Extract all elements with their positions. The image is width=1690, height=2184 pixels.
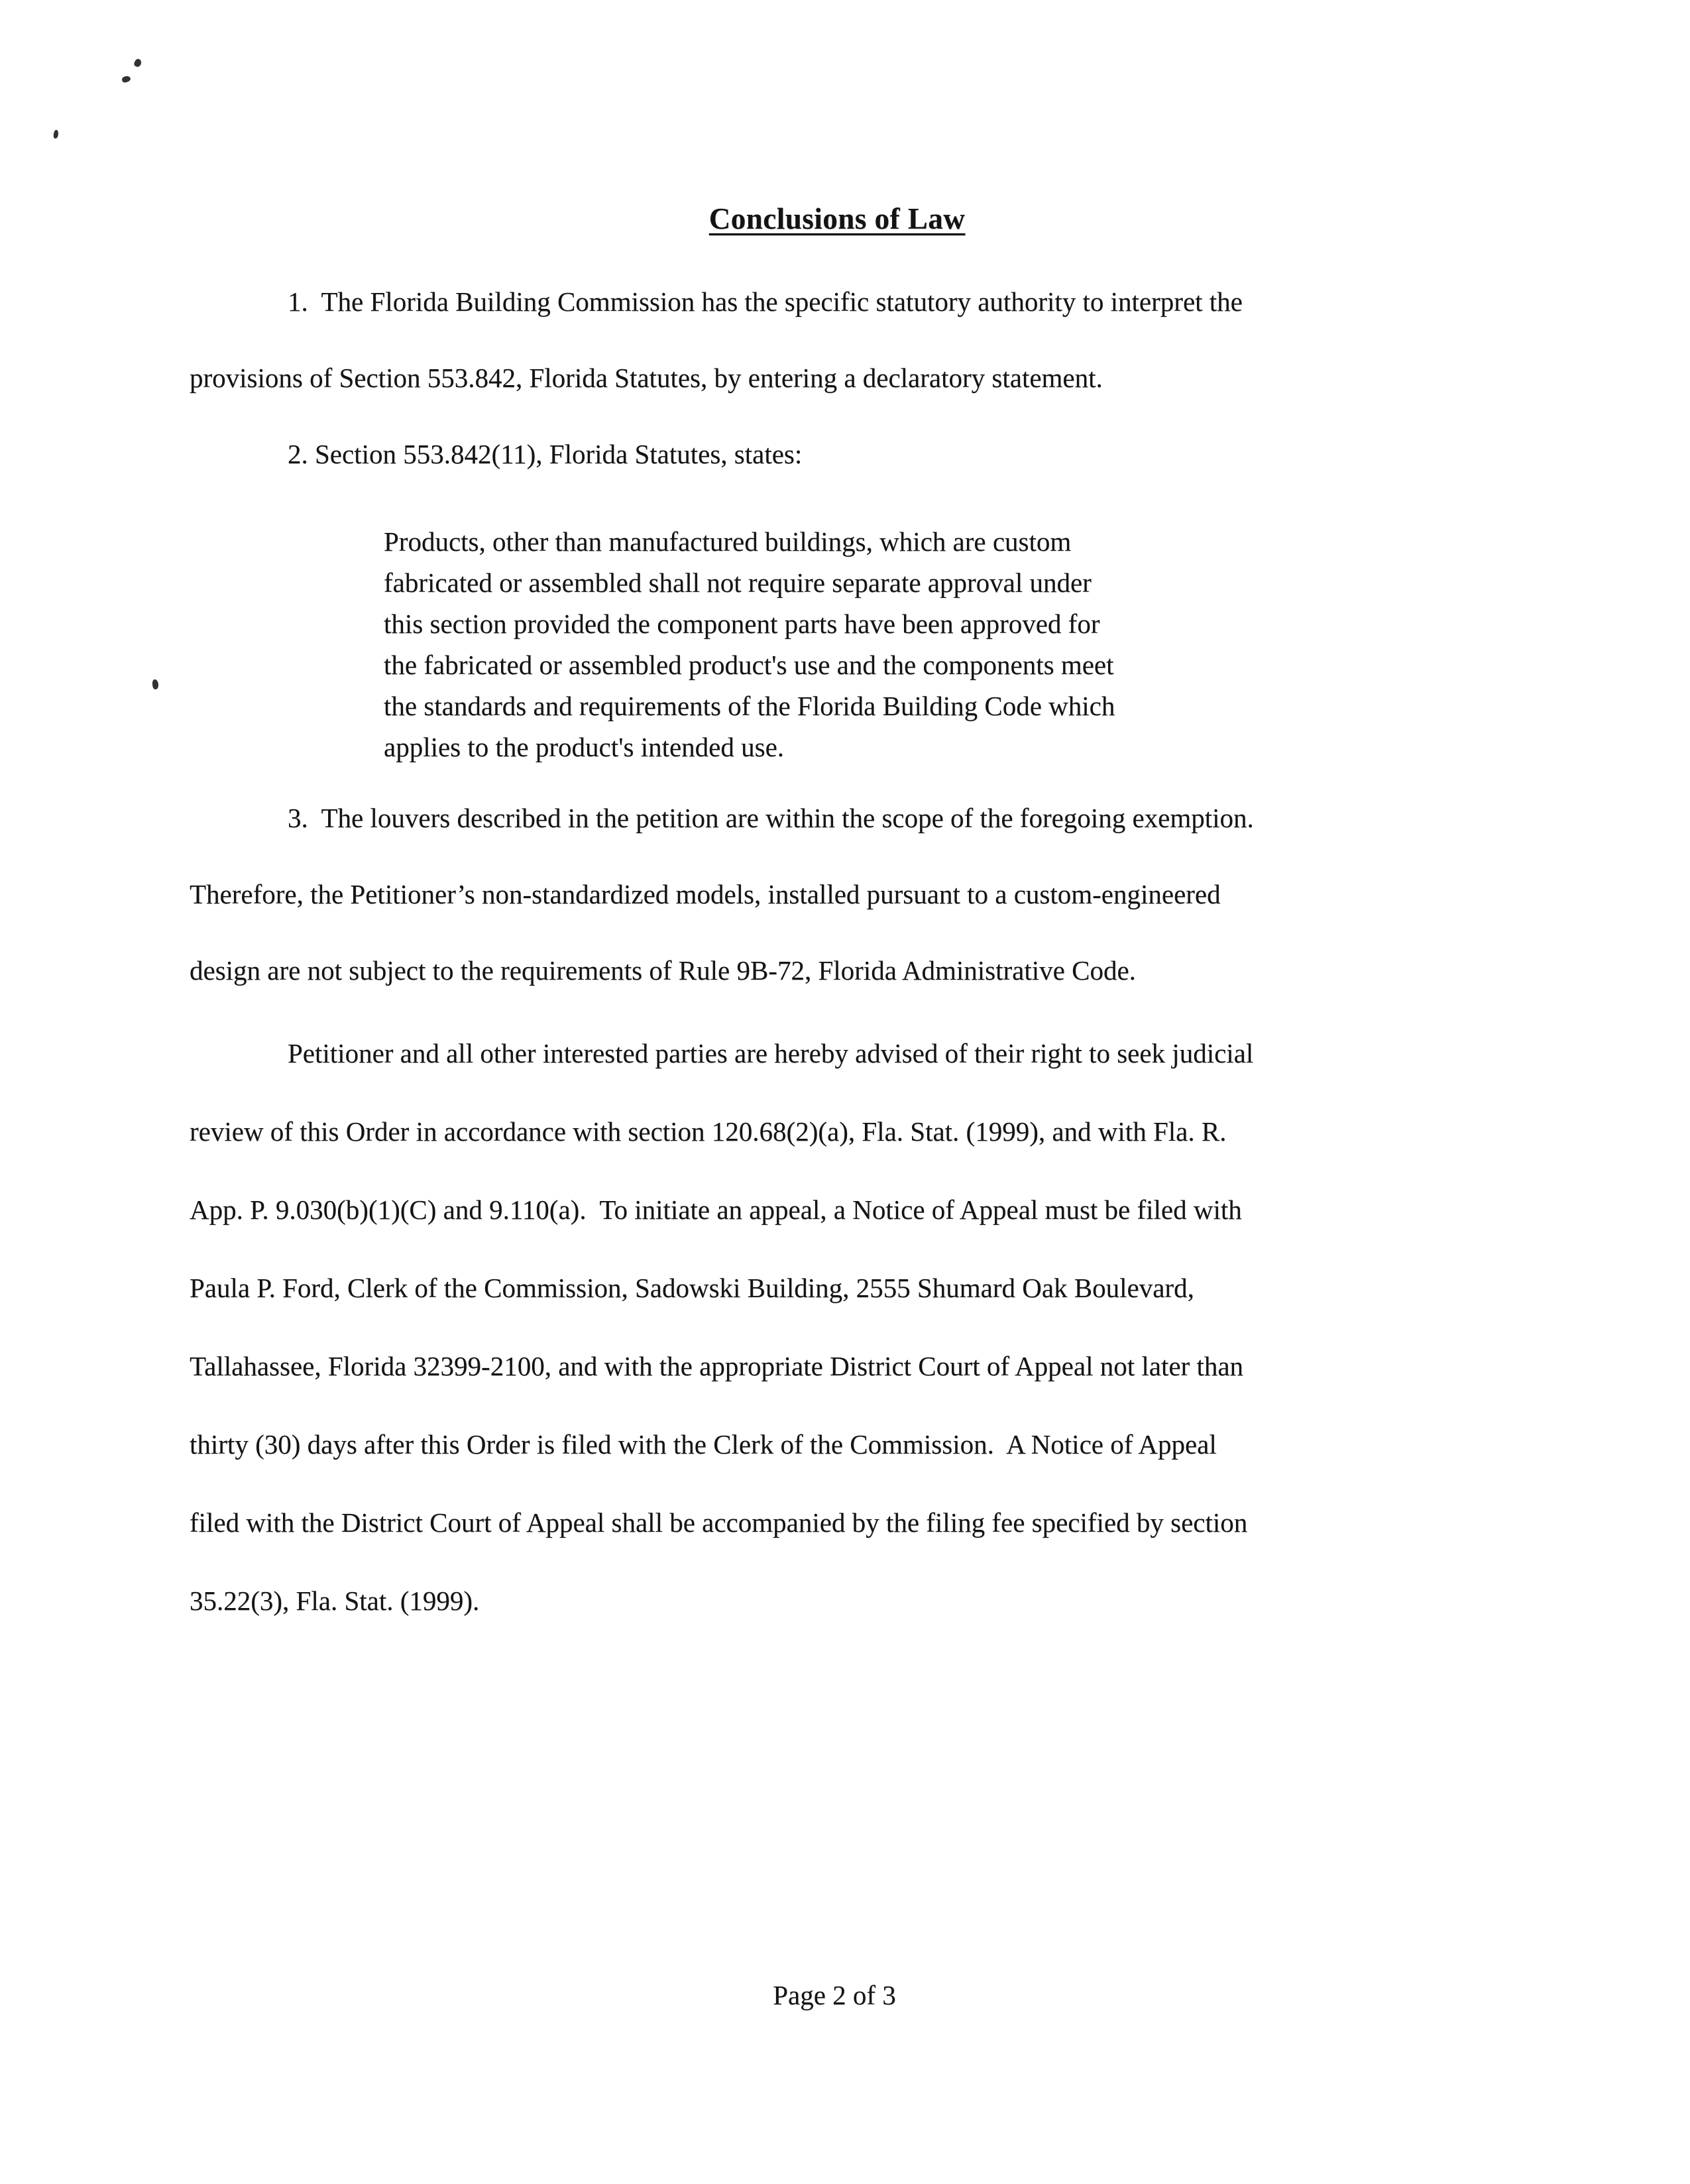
quote-line: this section provided the component parts have been approved for: [384, 608, 1100, 639]
document-body: [190, 285, 1522, 1662]
text-line: Petitioner and all other interested parties are hereby advised of their right to seek judicial: [288, 1038, 1254, 1068]
scan-speck: [152, 679, 159, 690]
text-line: review of this Order in accordance with section 120.68(2)(a), Fla. Stat. (1999), and with Fla. R.: [190, 1116, 1227, 1147]
text-line: App. P. 9.030(b)(1)(C) and 9.110(a). To initiate an appeal, a Notice of Appeal must be filed with: [190, 1194, 1242, 1225]
text-line: 35.22(3), Fla. Stat. (1999).: [190, 1585, 480, 1616]
scan-speck: [121, 75, 131, 83]
text-line: 1. The Florida Building Commission has the specific statutory authority to interpret the: [288, 286, 1243, 317]
text-line: filed with the District Court of Appeal shall be accompanied by the filing fee specified by section: [190, 1507, 1248, 1538]
text-line: Therefore, the Petitioner’s non-standardized models, installed pursuant to a custom-engineered: [190, 879, 1221, 909]
text-line: 3. The louvers described in the petition are within the scope of the foregoing exemption.: [288, 803, 1254, 833]
text-line: provisions of Section 553.842, Florida Statutes, by entering a declaratory statement.: [190, 363, 1103, 393]
paragraph-2: [190, 437, 1522, 514]
quote-line: the fabricated or assembled product's use and the components meet: [384, 650, 1114, 680]
text-line: thirty (30) days after this Order is filed with the Clerk of the Commission. A Notice of Appeal: [190, 1429, 1217, 1460]
paragraph-3: [190, 801, 1522, 1030]
text-line: 2. Section 553.842(11), Florida Statutes, states:: [288, 439, 803, 469]
block-quote: [384, 524, 1522, 771]
document-title-text: Conclusions of Law: [708, 202, 966, 235]
quote-line: fabricated or assembled shall not require separate approval under: [384, 567, 1092, 598]
document-title: [0, 201, 1682, 236]
quote-line: the standards and requirements of the Florida Building Code which: [384, 691, 1115, 721]
paragraph-1: [190, 285, 1522, 437]
page-number: Page 2 of 3: [773, 1980, 896, 2010]
quote-line: applies to the product's intended use.: [384, 732, 785, 762]
paragraph-4: [190, 1037, 1522, 1662]
text-line: Tallahassee, Florida 32399-2100, and with the appropriate District Court of Appeal not later than: [190, 1351, 1244, 1381]
text-line: Paula P. Ford, Clerk of the Commission, Sadowski Building, 2555 Shumard Oak Boulevard,: [190, 1273, 1194, 1303]
scan-speck: [133, 58, 142, 68]
text-line: design are not subject to the requirements of Rule 9B-72, Florida Administrative Code.: [190, 955, 1136, 986]
quote-line: Products, other than manufactured buildings, which are custom: [384, 526, 1072, 557]
scan-speck: [53, 130, 59, 139]
